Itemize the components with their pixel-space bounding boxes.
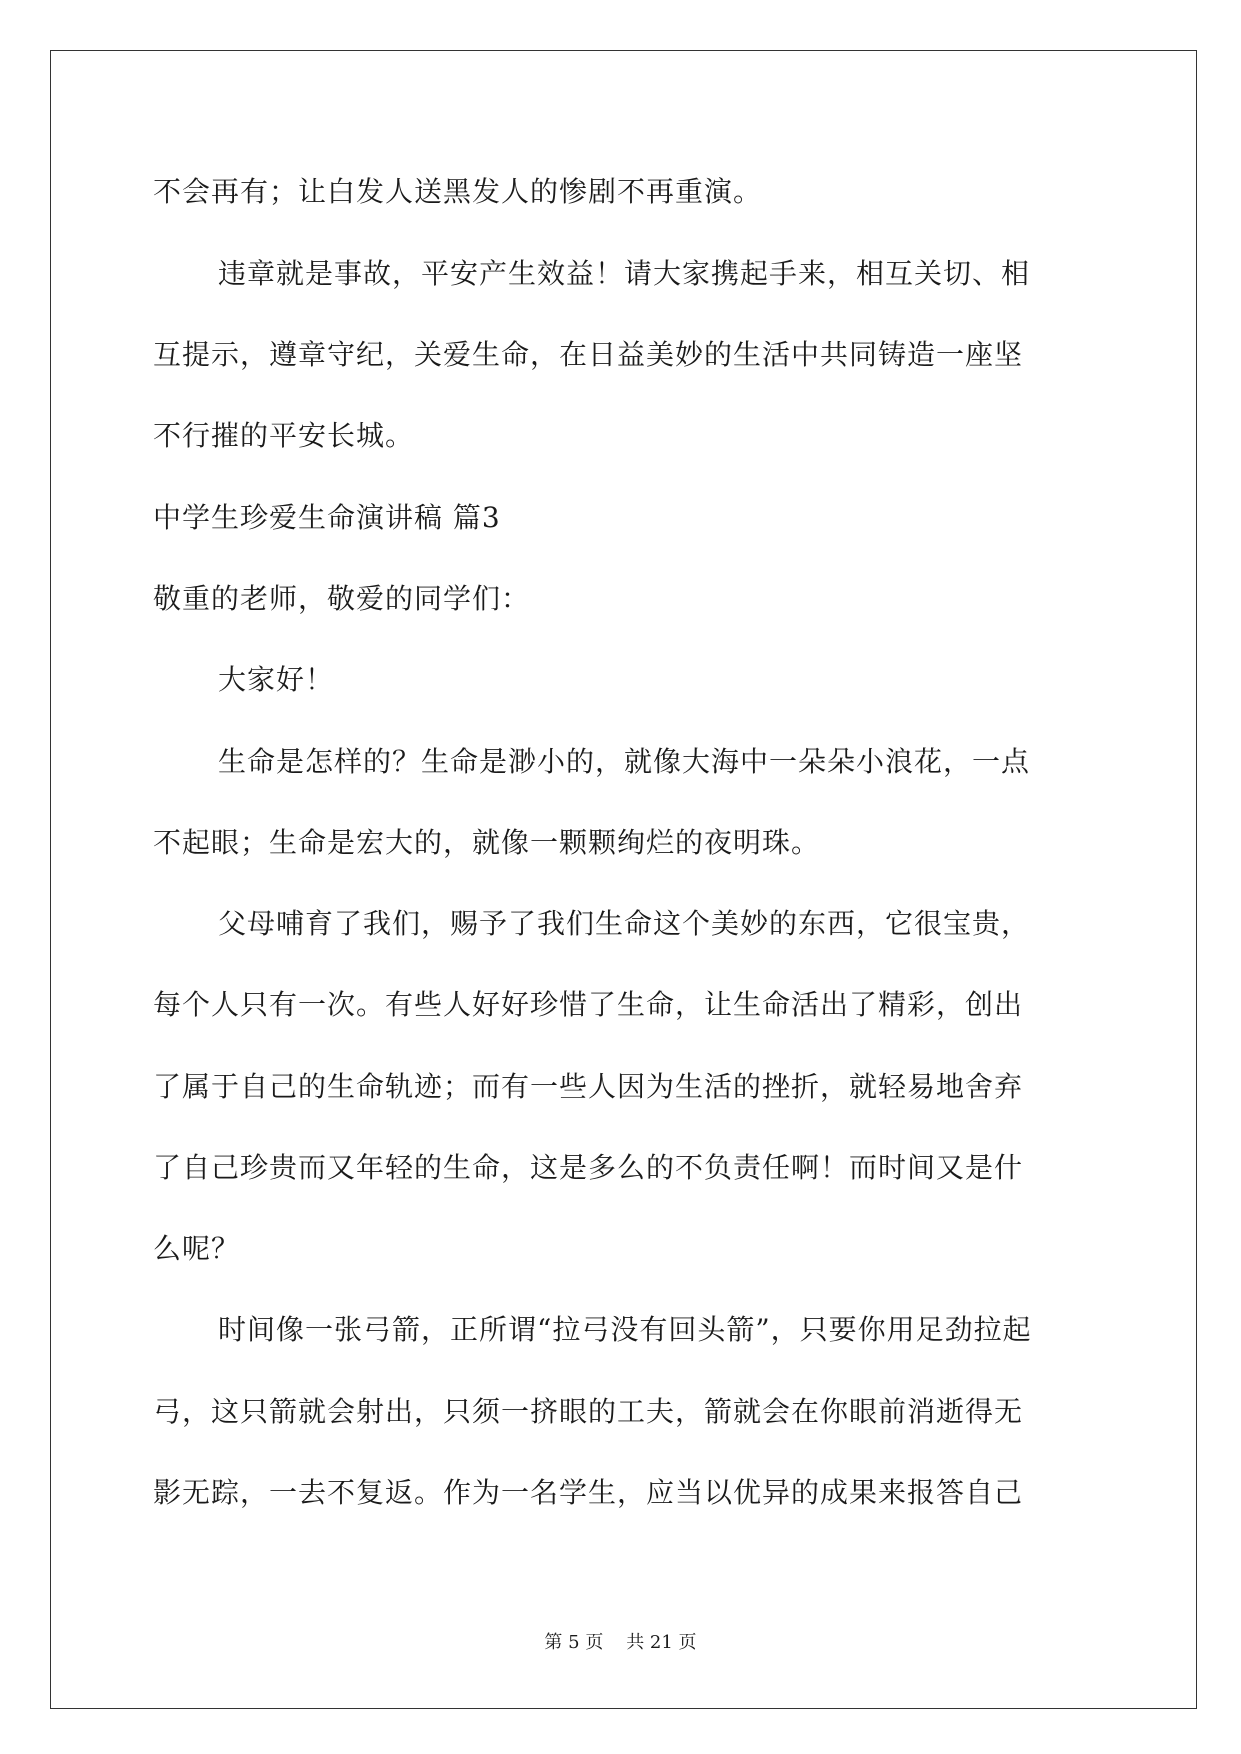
paragraph-line: 生命是怎样的？生命是渺小的，就像大海中一朵朵小浪花，一点 (218, 745, 1031, 778)
paragraph-line: 不会再有；让白发人送黑发人的惨剧不再重演。 (153, 175, 763, 208)
paragraph-line: 父母哺育了我们，赐予了我们生命这个美妙的东西，它很宝贵， (218, 907, 1031, 940)
paragraph-line: 么呢？ (153, 1232, 241, 1265)
paragraph-line: 每个人只有一次。有些人好好珍惜了生命，让生命活出了精彩，创出 (153, 988, 1024, 1021)
paragraph-line: 违章就是事故，平安产生效益！请大家携起手来，相互关切、相 (218, 257, 1031, 290)
paragraph-line: 互提示，遵章守纪，关爱生命，在日益美妙的生活中共同铸造一座坚 (153, 338, 1024, 371)
paragraph-line: 时间像一张弓箭，正所谓“拉弓没有回头箭”，只要你用足劲拉起 (218, 1313, 1032, 1346)
paragraph-line: 不起眼；生命是宏大的，就像一颗颗绚烂的夜明珠。 (153, 826, 821, 859)
paragraph-line: 不行摧的平安长城。 (153, 419, 415, 452)
paragraph-line: 了自己珍贵而又年轻的生命，这是多么的不负责任啊！而时间又是什 (153, 1151, 1024, 1184)
page-number-footer: 第 5 页 共 21 页 (544, 1632, 697, 1653)
paragraph-line: 弓，这只箭就会射出，只须一挤眼的工夫，箭就会在你眼前消逝得无 (153, 1395, 1024, 1428)
salutation: 敬重的老师，敬爱的同学们： (153, 582, 531, 615)
section-heading: 中学生珍爱生命演讲稿 篇3 (153, 501, 501, 534)
greeting: 大家好！ (218, 663, 335, 696)
page-frame (50, 50, 1197, 1709)
paragraph-line: 了属于自己的生命轨迹；而有一些人因为生活的挫折，就轻易地舍弃 (153, 1070, 1024, 1103)
paragraph-line: 影无踪，一去不复返。作为一名学生，应当以优异的成果来报答自己 (153, 1476, 1024, 1509)
